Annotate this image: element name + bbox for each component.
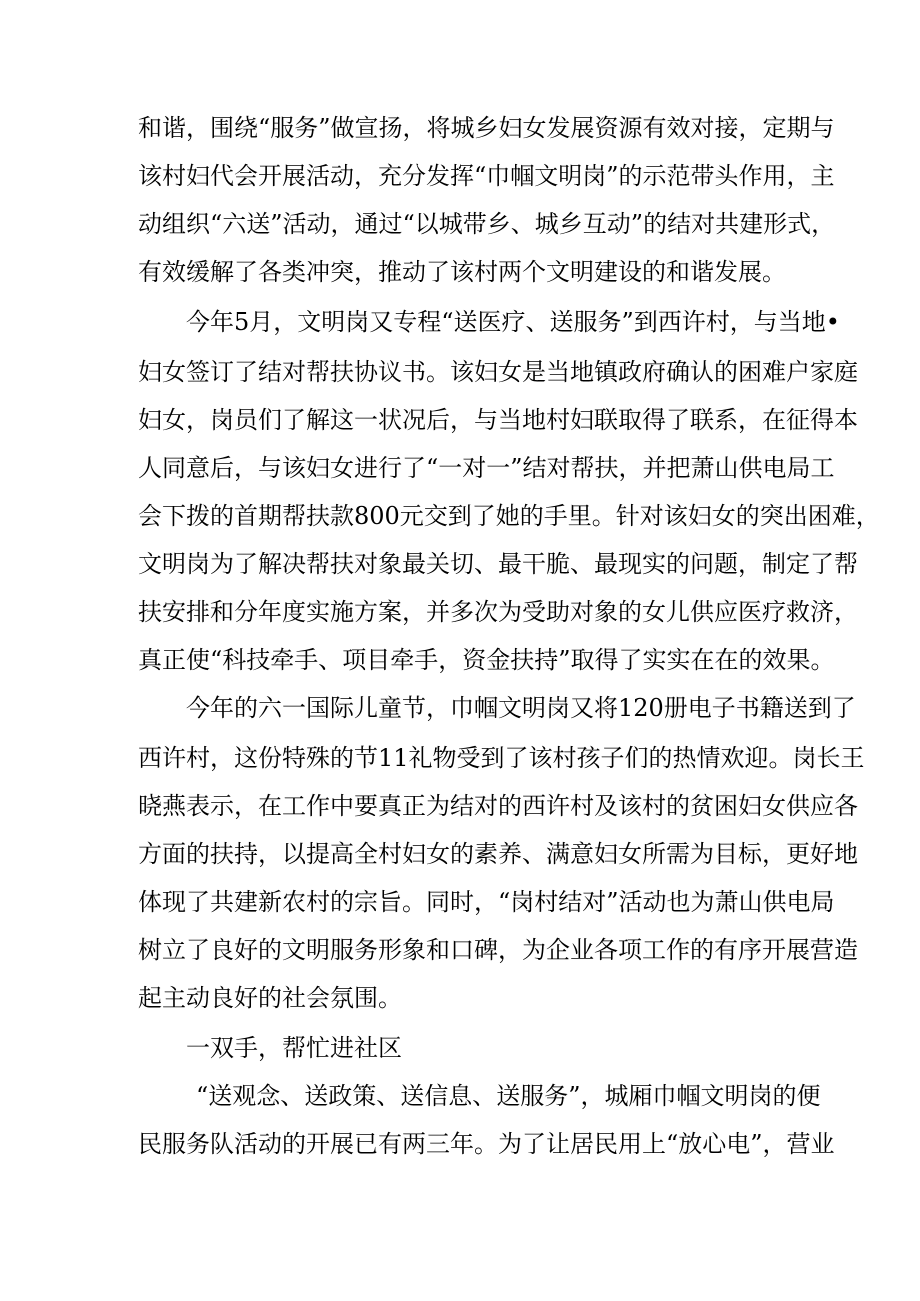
text-line: 今年的六一国际儿童节，巾帼文明岗又将120册电子书籍送到了 — [186, 694, 856, 722]
text-line: 妇女签订了结对帮扶协议书。该妇女是当地镇政府确认的困难户家庭 — [138, 358, 858, 386]
text-line: 树立了良好的文明服务形象和口碑，为企业各项工作的有序开展营造 — [138, 936, 858, 964]
text-line: 民服务队活动的开展已有两三年。为了让居民用上“放心电”，营业 — [138, 1130, 835, 1158]
text-line: 有效缓解了各类冲突，推动了该村两个文明建设的和谐发展。 — [138, 258, 786, 286]
text-line: 人同意后，与该妇女进行了“一对一”结对帮扶，并把萧山供电局工 — [138, 454, 835, 482]
text-line: “送观念、送政策、送信息、送服务”，城厢巾帼文明岗的便 — [196, 1082, 821, 1110]
text-line: 真正使“科技牵手、项目牵手，资金扶持”取得了实实在在的效果。 — [138, 646, 835, 674]
text-line: 会下拨的首期帮扶款800元交到了她的手里。针对该妇女的突出困难， — [138, 502, 880, 530]
text-line: 妇女，岗员们了解这一状况后，与当地村妇联取得了联系，在征得本 — [138, 406, 858, 434]
text-line: 西许村，这份特殊的节11礼物受到了该村孩子们的热情欢迎。岗长王 — [138, 744, 865, 772]
text-line: 起主动良好的社会氛围。 — [138, 984, 402, 1012]
text-line: 和谐，围绕“服务”做宣扬，将城乡妇女发展资源有效对接，定期与 — [138, 114, 835, 142]
text-line: 文明岗为了解决帮扶对象最关切、最干脆、最现实的问题，制定了帮 — [138, 550, 858, 578]
text-line: 晓燕表示，在工作中要真正为结对的西许村及该村的贫困妇女供应各 — [138, 792, 858, 820]
text-line: 方面的扶持，以提高全村妇女的素养、满意妇女所需为目标，更好地 — [138, 840, 858, 868]
section-heading: 一双手，帮忙进社区 — [186, 1034, 402, 1062]
text-line: 扶安排和分年度实施方案，并多次为受助对象的女儿供应医疗救济， — [138, 598, 858, 626]
text-line: 今年5月，文明岗又专程“送医疗、送服务”到西许村，与当地• — [186, 308, 840, 336]
text-line: 该村妇代会开展活动，充分发挥“巾帼文明岗”的示范带头作用，主 — [138, 162, 835, 190]
text-line: 动组织“六送”活动，通过“以城带乡、城乡互动”的结对共建形式， — [138, 210, 836, 238]
text-line: 体现了共建新农村的宗旨。同时，“岗村结对”活动也为萧山供电局 — [138, 888, 835, 916]
